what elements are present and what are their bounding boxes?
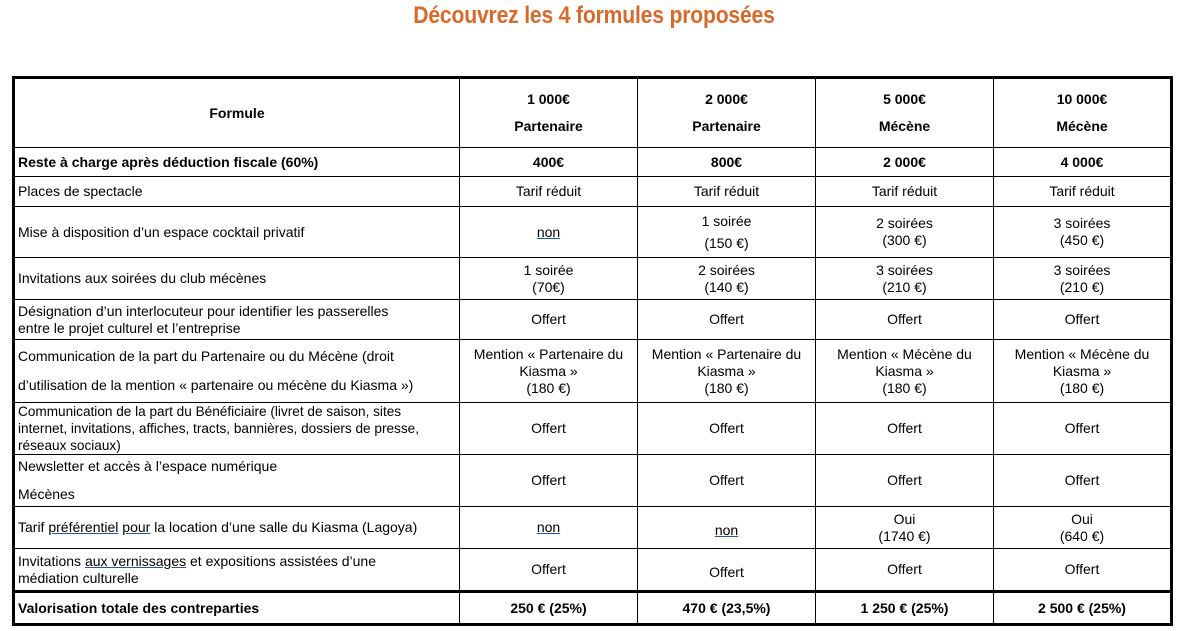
cell-text: Kiasma » [1052,362,1112,379]
cell-value: Offert [994,403,1172,455]
cell-value: Offert [994,549,1172,592]
row-label-text: pour [122,519,151,535]
header-amount: 2 000€ [705,91,748,107]
cell-value: Offert [816,403,994,455]
cell-text: 2 soirées [876,215,933,231]
cell-value [460,258,638,300]
table-row [14,148,1172,177]
cell-value: Offert [638,300,816,340]
row-label-line: Newsletter et accès à l’espace numérique [18,458,278,474]
cell-value: 800€ [638,148,816,177]
row-label: Places de spectacle [14,177,460,207]
cell-value: 470 € (23,5%) [638,592,816,625]
cell-value: Offert [638,403,816,455]
row-label-line: Communication de la part du Partenaire ou du Mécène (droit [18,348,394,364]
cell-text: (180 €) [882,379,927,396]
cell-value [638,340,816,403]
row-label [14,403,460,455]
cell-text: 3 soirées [1053,261,1111,278]
cell-text: Oui [893,510,916,527]
table-row [14,549,1172,592]
row-label [14,340,460,403]
cell-text: (210 €) [1059,278,1105,295]
cell-value: Tarif réduit [638,177,816,207]
cell-value: Tarif réduit [994,177,1172,207]
cell-value: Tarif réduit [460,177,638,207]
cell-text: Kiasma » [697,362,756,379]
row-label-line: réseaux sociaux) [18,438,121,453]
cell-text: (140 €) [704,278,749,295]
table-row [14,207,1172,258]
cell-text: non [714,522,739,538]
cell-text: non [536,519,561,535]
cell-text: (1740 €) [878,527,931,544]
row-label-line: d’utilisation de la mention « partenaire ou mécène du Kiasma ») [18,377,414,393]
row-label [14,455,460,507]
cell-value: Offert [460,549,638,592]
row-label-line: Désignation d’un interlocuteur pour identifier les passerelles [18,302,389,319]
row-label-line: Communication de la part du Bénéficiaire (livret de saison, sites [18,404,402,419]
cell-value [638,507,816,549]
cell-value: Offert [460,455,638,507]
cell-text: (300 €) [882,232,927,248]
row-label-text: préférentiel [48,519,119,535]
cell-value: Offert [816,455,994,507]
row-label: Invitations aux soirées du club mécènes [14,258,460,300]
cell-value: Offert [460,403,638,455]
cell-text: (150 €) [704,234,749,251]
table-row-total [14,592,1172,625]
header-col-2 [638,78,816,148]
cell-value [994,258,1172,300]
cell-text: Kiasma » [519,362,578,379]
cell-value [994,207,1172,258]
table-row [14,258,1172,300]
header-amount: 1 000€ [527,91,570,107]
row-label-line: internet, invitations, affiches, tracts, bannières, dossiers de presse, [18,421,419,436]
row-label-text: la location d’une salle du Kiasma (Lagoya) [150,519,418,535]
cell-text: (70€) [532,278,565,295]
page-title: Découvrez les 4 formules proposées [413,2,775,29]
cell-value: Tarif réduit [816,177,994,207]
row-label-text: Tarif [18,519,49,535]
row-label: Mise à disposition d’un espace cocktail privatif [14,207,460,258]
cell-text: Mention « Mécène du [837,345,972,362]
cell-value [994,340,1172,403]
cell-value [816,258,994,300]
row-label: Valorisation totale des contreparties [14,592,460,625]
cell-text: (640 €) [1059,527,1105,544]
cell-value [638,207,816,258]
row-label-line: entre le projet culturel et l’entreprise [18,319,241,336]
cell-text: Oui [1071,510,1093,527]
row-label-line [18,553,456,570]
cell-text: non [536,223,561,240]
cell-text: Mention « Partenaire du [651,345,802,362]
cell-value: Offert [994,300,1172,340]
cell-value [816,207,994,258]
cell-text: 3 soirées [876,261,933,278]
cell-value: 2 500 € (25%) [994,592,1172,625]
table-header-row [14,78,1172,148]
header-col-1 [460,78,638,148]
row-label: Reste à charge après déduction fiscale (60%) [14,148,460,177]
row-label [14,507,460,549]
cell-text: (180 €) [704,379,749,396]
cell-text: (210 €) [882,278,927,295]
cell-value: Offert [638,455,816,507]
cell-value: 1 250 € (25%) [816,592,994,625]
table-row [14,177,1172,207]
header-amount: 10 000€ [1056,91,1108,107]
row-label-line: médiation culturelle [18,569,139,586]
cell-text: (450 €) [1059,232,1105,248]
row-label [14,300,460,340]
cell-value [638,258,816,300]
cell-value: Offert [638,549,816,592]
row-label-text: aux vernissages [84,552,187,569]
header-level: Mécène [1056,118,1108,134]
cell-value: 400€ [460,148,638,177]
cell-value [816,507,994,549]
cell-text: 3 soirées [1053,215,1111,231]
row-label [14,549,460,592]
cell-value: Offert [816,549,994,592]
table-row [14,300,1172,340]
table-row [14,455,1172,507]
header-formule: Formule [14,78,460,148]
header-level: Partenaire [514,118,583,134]
header-col-3 [816,78,994,148]
cell-value: Offert [994,455,1172,507]
cell-value: 4 000€ [994,148,1172,177]
cell-text: (180 €) [1059,379,1105,396]
table-row [14,507,1172,549]
cell-value [460,340,638,403]
row-label-text: Invitations [18,552,85,569]
header-col-4 [994,78,1172,148]
table-row [14,403,1172,455]
cell-text: Mention « Partenaire du [473,345,624,362]
header-amount: 5 000€ [883,91,926,107]
table-row [14,340,1172,403]
cell-text: 1 soirée [523,261,574,278]
row-label-line: Mécènes [18,486,75,502]
cell-value [460,507,638,549]
header-level: Partenaire [692,118,761,134]
cell-value [460,207,638,258]
cell-value [994,507,1172,549]
cell-text: 2 soirées [698,261,755,278]
cell-text: Mention « Mécène du [1014,345,1150,362]
cell-text: (180 €) [526,379,571,396]
cell-value [816,340,994,403]
cell-text: 1 soirée [701,212,752,229]
header-level: Mécène [878,118,931,134]
row-label-text: et expositions assistées d’une [186,552,376,569]
cell-value: 250 € (25%) [460,592,638,625]
cell-text: Kiasma » [875,362,934,379]
cell-value: 2 000€ [816,148,994,177]
formulas-table [12,76,1173,626]
cell-value: Offert [460,300,638,340]
cell-value: Offert [816,300,994,340]
